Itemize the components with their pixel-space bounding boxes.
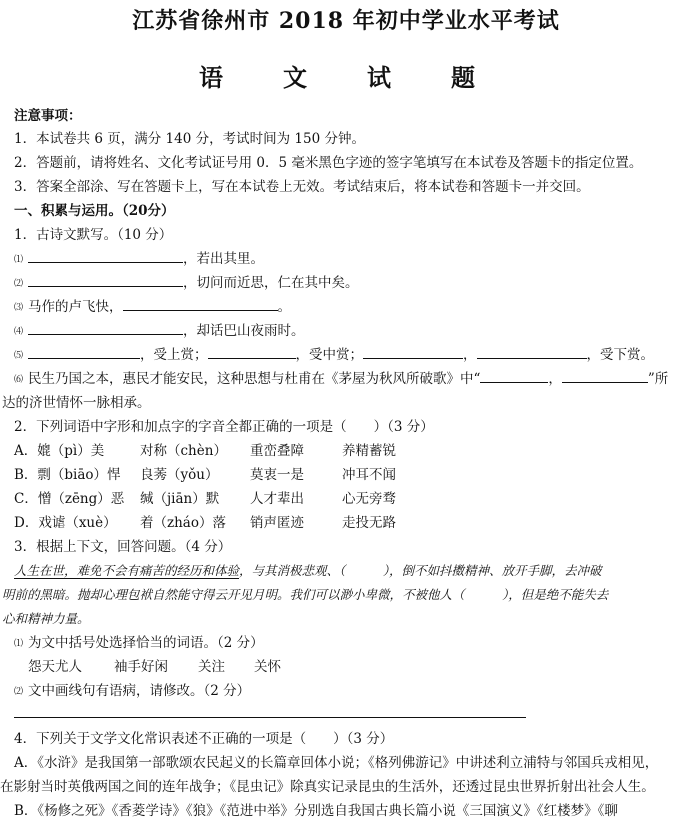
- passage-line: 心和精神力量。: [2, 611, 90, 626]
- item-text: 达的济世情怀一脉相承。: [2, 395, 151, 411]
- item-text: ，: [463, 347, 477, 363]
- word-choices: [28, 657, 281, 677]
- item-number: ⑴: [14, 254, 24, 265]
- option-cell: 冲耳不闻: [342, 467, 396, 483]
- note-item: 2．答题前，请将姓名、文化考试证号用 0．5 毫米黑色字迹的签字笔填写在本试卷及答题卡的指定位置。: [14, 155, 643, 171]
- poem-item: [14, 297, 291, 318]
- option-row: [14, 465, 396, 485]
- note-item: 3．答案全部涂、写在答题卡上，写在本试卷上无效。考试结束后，将本试卷和答题卡一并交回。: [14, 179, 590, 195]
- item-number: ⑶: [14, 302, 24, 313]
- answer-blank: [208, 345, 296, 359]
- passage-line: [14, 561, 602, 581]
- option-row: [14, 489, 396, 509]
- option-cell: 心无旁骛: [342, 491, 396, 507]
- question-stem: 4．下列关于文学文化常识表述不正确的一项是（ ）（3 分）: [14, 731, 394, 747]
- item-text: ，却话巴山夜雨时。: [183, 323, 305, 339]
- option-text: 在影射当时英俄两国之间的连年战争；《昆虫记》除真实记录昆虫的生活外，还透过昆虫世界折射出社会人生。: [0, 779, 655, 795]
- answer-blank: [477, 345, 587, 359]
- option-text: B．《杨修之死》《香菱学诗》《狼》《范进中举》分别选自我国古典长篇小说《三国演义》《红楼梦》《聊: [14, 803, 618, 819]
- item-number: ⑵: [14, 686, 24, 697]
- option-cell: 缄（jiān）默: [140, 491, 220, 507]
- option-text: A．《水浒》是我国第一部歌颂农民起义的长篇章回体小说；《格列佛游记》中讲述利立浦特与邻国兵戎相见，: [14, 755, 659, 771]
- poem-item: [14, 249, 264, 270]
- poem-item: [14, 369, 668, 390]
- question-stem: 3．根据上下文，回答问题。（4 分）: [14, 539, 232, 555]
- option-cell: D．戏谑（xuè）: [14, 515, 117, 531]
- poem-item: [14, 273, 359, 294]
- option-row: [14, 513, 396, 533]
- item-text: ，若出其里。: [183, 251, 264, 267]
- passage-line: 明前的黑暗。抛却心理包袱自然能守得云开见月明。我们可以渺小卑微，不被他人（ ），但是绝不能失去: [2, 587, 609, 602]
- item-text: 马作的卢飞快，: [28, 299, 123, 315]
- item-text: ，切问而近思，仁在其中矣。: [183, 275, 359, 291]
- word-choice: 关怀: [254, 659, 281, 675]
- item-text: ”所: [647, 371, 669, 387]
- option-cell: 人才辈出: [250, 491, 304, 507]
- item-text: ，受下赏。: [586, 347, 654, 363]
- answer-blank: [480, 369, 548, 383]
- option-cell: 着（zháo）落: [140, 515, 226, 531]
- option-cell: 重峦叠障: [250, 443, 304, 459]
- answer-blank: [562, 369, 648, 383]
- answer-blank: [28, 273, 183, 287]
- option-cell: 销声匿迹: [250, 515, 304, 531]
- item-number: ⑴: [14, 638, 24, 649]
- answer-blank: [28, 249, 183, 263]
- underlined-sentence: 人生在世，难免不会有痛苦的经历和体验: [14, 563, 240, 578]
- option-cell: 莫衷一是: [250, 467, 304, 483]
- section-heading: 一、积累与运用。（20分）: [14, 203, 175, 219]
- answer-blank: [363, 345, 463, 359]
- option-cell: 对称（chèn）: [140, 443, 227, 459]
- option-cell: 养精蓄锐: [342, 443, 396, 459]
- sub-question: [14, 681, 250, 702]
- word-choice: 关注: [198, 659, 225, 675]
- option-cell: 良莠（yǒu）: [140, 467, 219, 483]
- answer-blank: [28, 321, 183, 335]
- option-cell: B．剽（biāo）悍: [14, 467, 121, 483]
- option-cell: C．憎（zēng）恶: [14, 491, 125, 507]
- item-text: 民生乃国之本，惠民才能安民，这种思想与杜甫在《茅屋为秋风所破歌》中“: [28, 371, 481, 387]
- answer-blank: [28, 345, 140, 359]
- item-number: ⑹: [14, 374, 24, 385]
- item-text: ，受上赏；: [140, 347, 208, 363]
- item-number: ⑸: [14, 350, 24, 361]
- word-choice: 怨天尤人: [28, 659, 82, 675]
- question-stem: 1．古诗文默写。（10 分）: [14, 227, 173, 243]
- notes-heading: 注意事项：: [14, 108, 82, 124]
- passage-text: ，与其消极悲观、（ ），倒不如抖擞精神、放开手脚，去冲破: [239, 563, 602, 578]
- answer-blank: [123, 297, 278, 311]
- item-number: ⑷: [14, 326, 24, 337]
- word-choice: 袖手好闲: [114, 659, 168, 675]
- item-text: ，受中赏；: [295, 347, 363, 363]
- note-item: 1．本试卷共 6 页，满分 140 分，考试时间为 150 分钟。: [14, 131, 365, 147]
- option-cell: 走投无路: [342, 515, 396, 531]
- option-row: [14, 441, 396, 461]
- item-text: 。: [277, 299, 291, 315]
- answer-line: [14, 717, 526, 718]
- exam-title: 江苏省徐州市 2018 年初中学业水平考试: [132, 8, 560, 34]
- sub-question-text: 文中画线句有语病，请修改。（2 分）: [28, 683, 251, 699]
- subject-title: 语 文 试 题: [199, 63, 493, 92]
- item-text: ，: [548, 371, 562, 387]
- question-stem: 2．下列词语中字形和加点字的字音全都正确的一项是（ ）（3 分）: [14, 419, 434, 435]
- sub-question: [14, 633, 264, 654]
- sub-question-text: 为文中括号处选择恰当的词语。（2 分）: [28, 635, 264, 651]
- poem-item: [14, 321, 305, 342]
- option-cell: A．媲（pì）美: [14, 443, 105, 459]
- poem-item: [14, 345, 654, 366]
- item-number: ⑵: [14, 278, 24, 289]
